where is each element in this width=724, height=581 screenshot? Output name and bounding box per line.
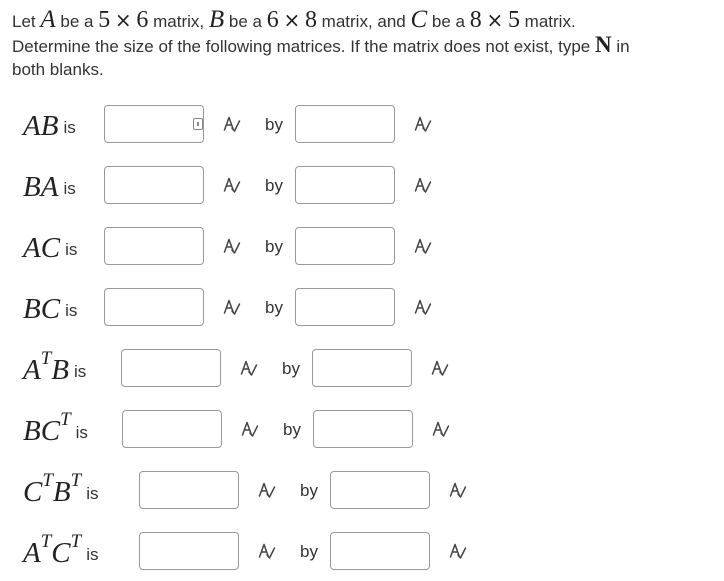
n-symbol: N	[594, 32, 612, 57]
matrix-a-symbol: A	[40, 6, 56, 33]
rows-answer-input[interactable]	[104, 105, 204, 143]
matrix-expression-label	[23, 227, 77, 269]
prompt-text: be a	[224, 12, 267, 31]
columns-answer-input[interactable]	[313, 410, 413, 448]
by-label: by	[265, 237, 283, 256]
columns-answer-input[interactable]	[295, 166, 395, 204]
spellcheck-icon	[223, 115, 241, 133]
spellcheck-icon	[241, 420, 259, 438]
matrix-b-rows: 6	[266, 7, 279, 33]
matrix-c-rows: 8	[469, 7, 482, 33]
is-label: is	[63, 179, 76, 198]
matrix-expression-label	[23, 410, 88, 452]
matrix-size-row	[0, 105, 724, 147]
rows-answer-input[interactable]	[104, 288, 204, 326]
transpose-superscript: T	[42, 470, 53, 491]
prompt-line-2	[12, 33, 718, 58]
matrix-size-row	[0, 410, 724, 452]
matrix-size-row	[0, 227, 724, 269]
columns-answer-input[interactable]	[295, 105, 395, 143]
matrix-size-row	[0, 532, 724, 574]
prompt-line-1	[12, 8, 718, 33]
by-label: by	[265, 298, 283, 317]
matrix-b-cols: 8	[304, 7, 317, 33]
matrix-expression-label	[23, 288, 77, 330]
matrix-expression-label	[23, 166, 76, 208]
rows-answer-input[interactable]	[139, 532, 239, 570]
prompt-text: Let	[12, 12, 41, 31]
by-label: by	[300, 542, 318, 561]
by-label: by	[300, 481, 318, 500]
prompt-line-3: both blanks.	[12, 60, 104, 79]
by-label: by	[283, 420, 301, 439]
matrix-size-row	[0, 471, 724, 513]
by-label: by	[265, 115, 283, 134]
matrix-product-part: BC	[23, 414, 61, 447]
prompt-text: matrix.	[519, 12, 576, 31]
matrix-product-part: BA	[23, 170, 59, 203]
rows-answer-input[interactable]	[104, 166, 204, 204]
spellcheck-icon	[449, 542, 467, 560]
math-keyboard-icon[interactable]	[193, 118, 203, 130]
matrix-c-cols: 5	[507, 7, 520, 33]
columns-answer-input[interactable]	[295, 288, 395, 326]
transpose-superscript: T	[40, 348, 52, 369]
is-label: is	[75, 423, 88, 442]
columns-answer-input[interactable]	[330, 471, 430, 509]
matrix-expression-label	[23, 532, 99, 574]
times-symbol: ×	[486, 8, 504, 32]
matrix-product-part: A	[23, 353, 41, 386]
is-label: is	[74, 362, 87, 381]
by-label: by	[282, 359, 300, 378]
spellcheck-icon	[258, 542, 276, 560]
matrix-b-symbol: B	[208, 6, 225, 33]
is-label: is	[65, 301, 78, 320]
transpose-superscript: T	[40, 531, 52, 552]
prompt-text: matrix,	[148, 12, 209, 31]
prompt-text: matrix, and	[316, 12, 411, 31]
matrix-product-part: B	[51, 353, 70, 386]
transpose-superscript: T	[60, 409, 71, 430]
columns-answer-input[interactable]	[295, 227, 395, 265]
prompt-text: be a	[55, 12, 99, 31]
transpose-superscript: T	[70, 531, 82, 552]
matrix-c-symbol: C	[410, 6, 428, 33]
spellcheck-icon	[258, 481, 276, 499]
matrix-expression-label	[23, 105, 76, 147]
matrix-size-row	[0, 288, 724, 330]
rows-answer-input[interactable]	[104, 227, 204, 265]
spellcheck-icon	[414, 176, 432, 194]
spellcheck-icon	[414, 115, 432, 133]
rows-answer-input[interactable]	[139, 471, 239, 509]
spellcheck-icon	[414, 298, 432, 316]
matrix-size-row	[0, 166, 724, 208]
rows-answer-input[interactable]	[121, 349, 221, 387]
columns-answer-input[interactable]	[312, 349, 412, 387]
is-label: is	[86, 484, 99, 503]
matrix-product-part: AB	[23, 109, 59, 142]
matrix-product-part: C	[23, 475, 43, 508]
columns-answer-input[interactable]	[330, 532, 430, 570]
rows-answer-input[interactable]	[122, 410, 222, 448]
prompt-text: in	[611, 37, 630, 56]
spellcheck-icon	[414, 237, 432, 255]
matrix-product-part: A	[23, 536, 41, 569]
matrix-product-part: BC	[23, 292, 61, 325]
matrix-expression-label	[23, 349, 86, 391]
times-symbol: ×	[114, 8, 132, 32]
spellcheck-icon	[432, 420, 450, 438]
is-label: is	[65, 240, 78, 259]
is-label: is	[86, 545, 99, 564]
prompt-text: Determine the size of the following matrices. If the matrix does not exist, type	[12, 37, 595, 56]
by-label: by	[265, 176, 283, 195]
spellcheck-icon	[223, 176, 241, 194]
question-prompt	[12, 8, 718, 81]
matrix-a-rows: 5	[98, 7, 111, 33]
prompt-text: be a	[427, 12, 470, 31]
matrix-product-part: AC	[23, 231, 61, 264]
spellcheck-icon	[431, 359, 449, 377]
times-symbol: ×	[283, 8, 301, 32]
matrix-product-part: C	[51, 536, 71, 569]
matrix-size-row	[0, 349, 724, 391]
spellcheck-icon	[223, 298, 241, 316]
spellcheck-icon	[449, 481, 467, 499]
is-label: is	[63, 118, 76, 137]
matrix-a-cols: 6	[136, 7, 149, 33]
transpose-superscript: T	[70, 470, 82, 491]
spellcheck-icon	[223, 237, 241, 255]
matrix-expression-label	[23, 471, 99, 513]
matrix-product-part: B	[52, 475, 71, 508]
spellcheck-icon	[240, 359, 258, 377]
